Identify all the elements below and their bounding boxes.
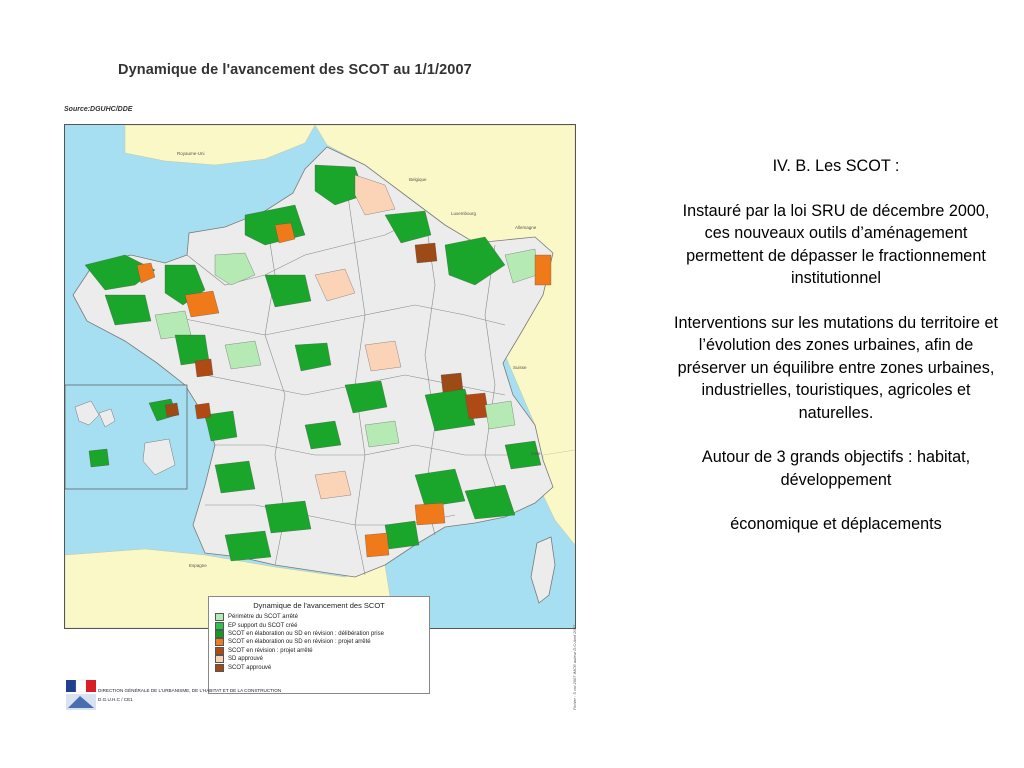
- legend-item: [215, 621, 429, 629]
- footer-department: D.G.U.H.C / CE1: [98, 697, 133, 702]
- legend-swatch: [215, 630, 224, 638]
- legend-label: SCOT en élaboration ou SD en révision : projet arrêté: [228, 639, 371, 646]
- legend-swatch: [215, 613, 224, 621]
- legend-label: SCOT en révision : projet arrêté: [228, 647, 313, 654]
- slide-paragraph-economique: économique et déplacements: [730, 515, 942, 533]
- legend-item: [215, 613, 429, 621]
- foreign-land-uk: [125, 125, 315, 165]
- label-uk: Royaume-Uni: [177, 151, 205, 156]
- label-belgium: Belgique: [409, 177, 427, 182]
- map-credit-text: Fichier : S cot 2007 IMCR auteur D.O Avril 2007: [572, 624, 577, 710]
- legend-item: [215, 647, 429, 655]
- map-legend: [208, 596, 430, 694]
- legend-item: [215, 663, 429, 671]
- legend-label: SD approuvé: [228, 656, 264, 663]
- map-credit: [570, 604, 584, 710]
- legend-title: Dynamique de l'avancement des SCOT: [253, 601, 385, 610]
- label-italy: Italie: [531, 451, 541, 456]
- label-germany: Allemagne: [515, 225, 537, 230]
- slide-paragraph-interventions: Interventions sur les mutations du territoire et l’évolution des zones urbaines, afin de préserver un équilibre entre zones urbaines, industrielles, touristiques, agricoles et naturelles.: [674, 313, 998, 422]
- slide-paragraph-sru: Instauré par la loi SRU de décembre 2000, ces nouveaux outils d’aménagement permettent de dépasser le fractionnement institutionnel: [682, 201, 990, 287]
- foreign-land-italy: [543, 450, 575, 545]
- legend-swatch: [215, 664, 224, 672]
- slide-paragraph-objectifs: Autour de 3 grands objectifs : habitat, développement: [701, 448, 971, 489]
- legend-label: Périmètre du SCOT arrêté: [228, 614, 298, 621]
- map-source: Source:DGUHC/DDE: [64, 106, 133, 113]
- footer-organization: DIRECTION GÉNÉRALE DE L'URBANISME, DE L'HABITAT ET DE LA CONSTRUCTION: [98, 688, 282, 693]
- legend-label: SCOT approuvé: [228, 664, 272, 671]
- france-map-svg: [65, 125, 575, 628]
- slide-text-block: [674, 155, 998, 536]
- legend-label: EP support du SCOT créé: [228, 622, 298, 629]
- legend-item: [215, 655, 429, 663]
- label-luxembourg: Luxembourg: [451, 211, 477, 216]
- legend-label: SCOT en élaboration ou SD en révision : délibération prise: [228, 630, 384, 637]
- label-switzerland: Suisse: [513, 365, 527, 370]
- legend-swatch: [215, 655, 224, 663]
- label-spain: Espagne: [189, 563, 207, 568]
- slide-heading: IV. B. Les SCOT :: [772, 157, 900, 175]
- republique-francaise-logo: [64, 678, 98, 712]
- legend-item: [215, 638, 429, 646]
- map-title: Dynamique de l'avancement des SCOT au 1/1/2007: [118, 62, 472, 78]
- legend-swatch: [215, 622, 224, 630]
- corsica: [531, 537, 555, 603]
- scot-map: [64, 124, 576, 629]
- legend-swatch: [215, 647, 224, 655]
- legend-item: [215, 630, 429, 638]
- legend-swatch: [215, 638, 224, 646]
- overseas-inset: [65, 385, 187, 489]
